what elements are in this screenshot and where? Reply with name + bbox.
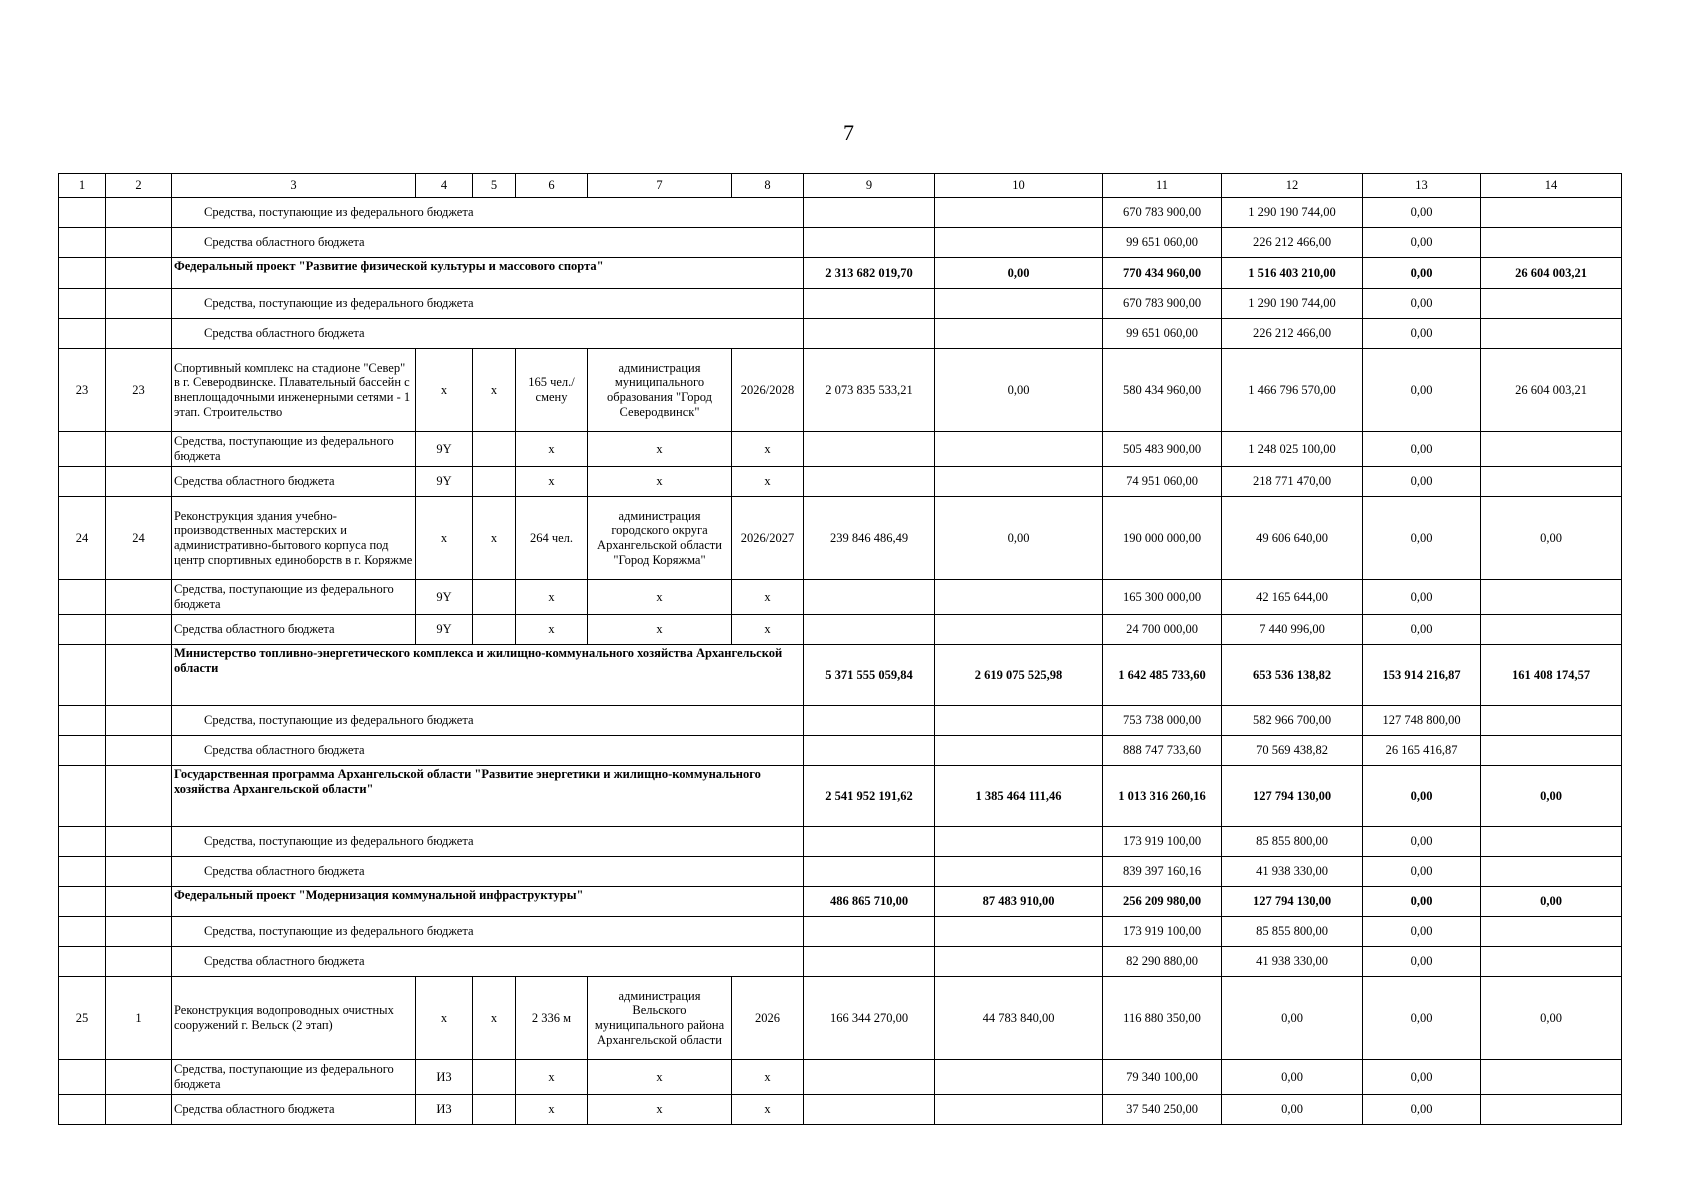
amount-cell: 0,00: [1363, 497, 1481, 580]
amount-cell: 670 783 900,00: [1103, 289, 1222, 319]
amount-cell: 0,00: [1363, 1060, 1481, 1095]
amount-cell: 1 248 025 100,00: [1222, 432, 1363, 467]
table-cell: х: [732, 432, 804, 467]
funding-source-row: [59, 319, 1622, 349]
amount-cell: 256 209 980,00: [1103, 887, 1222, 917]
amount-cell: 888 747 733,60: [1103, 736, 1222, 766]
amount-cell: 2 541 952 191,62: [804, 766, 935, 827]
funding-source-row: [59, 289, 1622, 319]
funding-source-label: Средства, поступающие из федерального бюджета: [172, 1060, 416, 1095]
amount-cell: 0,00: [1363, 467, 1481, 497]
amount-cell: 0,00: [1481, 977, 1622, 1060]
amount-cell: 0,00: [1363, 258, 1481, 289]
table-cell: х: [516, 580, 588, 615]
table-cell: х: [732, 1095, 804, 1125]
period-cell: 2026: [732, 977, 804, 1060]
section-title: Федеральный проект "Модернизация коммунальной инфраструктуры": [172, 887, 804, 917]
object-name: Реконструкция здания учебно-производственных мастерских и административно-бытового корпуса под центр спортивных единоборств в г. Коряжме: [172, 497, 416, 580]
column-number: 1: [59, 174, 106, 198]
funding-source-row: [59, 736, 1622, 766]
funding-source-row: [59, 198, 1622, 228]
amount-cell: 0,00: [1363, 947, 1481, 977]
column-number: 7: [588, 174, 732, 198]
amount-cell: 0,00: [935, 258, 1103, 289]
amount-cell: 0,00: [1363, 766, 1481, 827]
amount-cell: 85 855 800,00: [1222, 827, 1363, 857]
amount-cell: 44 783 840,00: [935, 977, 1103, 1060]
amount-cell: 0,00: [1481, 497, 1622, 580]
section-header-row: [59, 766, 1622, 827]
table-cell: х: [473, 977, 516, 1060]
column-number: 3: [172, 174, 416, 198]
amount-cell: 0,00: [1363, 1095, 1481, 1125]
amount-cell: 1 290 190 744,00: [1222, 289, 1363, 319]
amount-cell: 580 434 960,00: [1103, 349, 1222, 432]
customer-cell: администрация Вельского муниципального района Архангельской области: [588, 977, 732, 1060]
amount-cell: 70 569 438,82: [1222, 736, 1363, 766]
object-funding-row: [59, 1060, 1622, 1095]
amount-cell: 0,00: [1363, 977, 1481, 1060]
row-number: 23: [106, 349, 172, 432]
table-cell: х: [516, 615, 588, 645]
amount-cell: 0,00: [1363, 917, 1481, 947]
amount-cell: 79 340 100,00: [1103, 1060, 1222, 1095]
object-funding-row: [59, 615, 1622, 645]
amount-cell: 486 865 710,00: [804, 887, 935, 917]
amount-cell: 582 966 700,00: [1222, 706, 1363, 736]
amount-cell: 0,00: [1363, 228, 1481, 258]
amount-cell: 173 919 100,00: [1103, 827, 1222, 857]
table-cell: х: [416, 977, 473, 1060]
amount-cell: 0,00: [1363, 827, 1481, 857]
table-cell: х: [732, 615, 804, 645]
row-number: 24: [106, 497, 172, 580]
amount-cell: 1 290 190 744,00: [1222, 198, 1363, 228]
funding-source-row: [59, 706, 1622, 736]
table-cell: х: [588, 1060, 732, 1095]
amount-cell: 7 440 996,00: [1222, 615, 1363, 645]
amount-cell: 226 212 466,00: [1222, 319, 1363, 349]
row-number: 25: [59, 977, 106, 1060]
table-cell: 9Y: [416, 432, 473, 467]
amount-cell: 87 483 910,00: [935, 887, 1103, 917]
amount-cell: 26 604 003,21: [1481, 258, 1622, 289]
section-header-row: [59, 258, 1622, 289]
object-funding-row: [59, 432, 1622, 467]
amount-cell: 770 434 960,00: [1103, 258, 1222, 289]
column-number: 14: [1481, 174, 1622, 198]
page-number: 7: [843, 120, 854, 145]
section-title: Федеральный проект "Развитие физической культуры и массового спорта": [172, 258, 804, 289]
amount-cell: 161 408 174,57: [1481, 645, 1622, 706]
column-number-row: [59, 174, 1622, 198]
table-cell: х: [416, 349, 473, 432]
amount-cell: 99 651 060,00: [1103, 319, 1222, 349]
column-number: 5: [473, 174, 516, 198]
row-number: 24: [59, 497, 106, 580]
amount-cell: 218 771 470,00: [1222, 467, 1363, 497]
object-name: Реконструкция водопроводных очистных сооружений г. Вельск (2 этап): [172, 977, 416, 1060]
column-number: 10: [935, 174, 1103, 198]
table-cell: х: [588, 1095, 732, 1125]
amount-cell: 37 540 250,00: [1103, 1095, 1222, 1125]
amount-cell: 0,00: [1481, 766, 1622, 827]
amount-cell: 0,00: [1222, 1060, 1363, 1095]
column-number: 4: [416, 174, 473, 198]
amount-cell: 41 938 330,00: [1222, 947, 1363, 977]
amount-cell: 239 846 486,49: [804, 497, 935, 580]
amount-cell: 0,00: [1363, 887, 1481, 917]
amount-cell: 5 371 555 059,84: [804, 645, 935, 706]
table-cell: х: [516, 1060, 588, 1095]
period-cell: 2026/2028: [732, 349, 804, 432]
amount-cell: 74 951 060,00: [1103, 467, 1222, 497]
table-cell: х: [516, 467, 588, 497]
table-cell: х: [732, 580, 804, 615]
capacity-cell: 2 336 м: [516, 977, 588, 1060]
customer-cell: администрация городского округа Архангельской области "Город Коряжма": [588, 497, 732, 580]
section-header-row: [59, 645, 1622, 706]
object-row: [59, 977, 1622, 1060]
row-number: 23: [59, 349, 106, 432]
column-number: 12: [1222, 174, 1363, 198]
funding-source-label: Средства областного бюджета: [172, 319, 804, 349]
amount-cell: 505 483 900,00: [1103, 432, 1222, 467]
amount-cell: 0,00: [935, 497, 1103, 580]
amount-cell: 0,00: [1363, 198, 1481, 228]
amount-cell: 85 855 800,00: [1222, 917, 1363, 947]
funding-source-label: Средства, поступающие из федерального бюджета: [172, 580, 416, 615]
amount-cell: 0,00: [1363, 857, 1481, 887]
table-cell: х: [588, 580, 732, 615]
capacity-cell: 264 чел.: [516, 497, 588, 580]
table-cell: х: [516, 1095, 588, 1125]
customer-cell: администрация муниципального образования "Город Северодвинск": [588, 349, 732, 432]
amount-cell: 226 212 466,00: [1222, 228, 1363, 258]
amount-cell: 0,00: [935, 349, 1103, 432]
table-cell: х: [588, 432, 732, 467]
object-funding-row: [59, 467, 1622, 497]
funding-source-row: [59, 917, 1622, 947]
table-cell: 9Y: [416, 467, 473, 497]
object-name: Спортивный комплекс на стадионе "Север" в г. Северодвинске. Плавательный бассейн с внеплощадочными инженерными сетями - 1 этап. Строительство: [172, 349, 416, 432]
amount-cell: 2 619 075 525,98: [935, 645, 1103, 706]
section-title: Министерство топливно-энергетического комплекса и жилищно-коммунального хозяйства Архангельской области: [172, 645, 804, 706]
table-cell: х: [732, 467, 804, 497]
amount-cell: 116 880 350,00: [1103, 977, 1222, 1060]
table-cell: х: [516, 432, 588, 467]
funding-source-row: [59, 947, 1622, 977]
section-header-row: [59, 887, 1622, 917]
funding-source-label: Средства, поступающие из федерального бюджета: [172, 827, 804, 857]
column-number: 6: [516, 174, 588, 198]
table-cell: х: [588, 615, 732, 645]
amount-cell: 49 606 640,00: [1222, 497, 1363, 580]
amount-cell: 173 919 100,00: [1103, 917, 1222, 947]
amount-cell: 41 938 330,00: [1222, 857, 1363, 887]
amount-cell: 24 700 000,00: [1103, 615, 1222, 645]
amount-cell: 166 344 270,00: [804, 977, 935, 1060]
column-number: 8: [732, 174, 804, 198]
funding-source-label: Средства областного бюджета: [172, 467, 416, 497]
budget-table: [58, 173, 1622, 1125]
amount-cell: 153 914 216,87: [1363, 645, 1481, 706]
table-cell: х: [732, 1060, 804, 1095]
amount-cell: 753 738 000,00: [1103, 706, 1222, 736]
amount-cell: 1 516 403 210,00: [1222, 258, 1363, 289]
amount-cell: 0,00: [1363, 289, 1481, 319]
object-funding-row: [59, 1095, 1622, 1125]
amount-cell: 0,00: [1481, 887, 1622, 917]
capacity-cell: 165 чел./смену: [516, 349, 588, 432]
amount-cell: 839 397 160,16: [1103, 857, 1222, 887]
amount-cell: 2 073 835 533,21: [804, 349, 935, 432]
row-number: 1: [106, 977, 172, 1060]
amount-cell: 82 290 880,00: [1103, 947, 1222, 977]
column-number: 11: [1103, 174, 1222, 198]
funding-source-label: Средства областного бюджета: [172, 615, 416, 645]
amount-cell: 127 794 130,00: [1222, 887, 1363, 917]
amount-cell: 0,00: [1222, 1095, 1363, 1125]
funding-source-label: Средства областного бюджета: [172, 1095, 416, 1125]
column-number: 2: [106, 174, 172, 198]
amount-cell: 653 536 138,82: [1222, 645, 1363, 706]
amount-cell: 127 748 800,00: [1363, 706, 1481, 736]
amount-cell: 127 794 130,00: [1222, 766, 1363, 827]
funding-source-label: Средства, поступающие из федерального бюджета: [172, 706, 804, 736]
amount-cell: 0,00: [1363, 615, 1481, 645]
table-cell: х: [473, 497, 516, 580]
object-funding-row: [59, 580, 1622, 615]
table-cell: х: [588, 467, 732, 497]
amount-cell: 99 651 060,00: [1103, 228, 1222, 258]
table-cell: И3: [416, 1095, 473, 1125]
table-cell: И3: [416, 1060, 473, 1095]
amount-cell: 1 385 464 111,46: [935, 766, 1103, 827]
amount-cell: 1 013 316 260,16: [1103, 766, 1222, 827]
funding-source-label: Средства, поступающие из федерального бюджета: [172, 432, 416, 467]
amount-cell: 0,00: [1363, 319, 1481, 349]
amount-cell: 26 165 416,87: [1363, 736, 1481, 766]
funding-source-label: Средства областного бюджета: [172, 228, 804, 258]
amount-cell: 0,00: [1363, 349, 1481, 432]
column-number: 9: [804, 174, 935, 198]
amount-cell: 42 165 644,00: [1222, 580, 1363, 615]
amount-cell: 0,00: [1363, 432, 1481, 467]
amount-cell: 26 604 003,21: [1481, 349, 1622, 432]
table-cell: х: [473, 349, 516, 432]
amount-cell: 1 466 796 570,00: [1222, 349, 1363, 432]
funding-source-label: Средства областного бюджета: [172, 947, 804, 977]
amount-cell: 165 300 000,00: [1103, 580, 1222, 615]
amount-cell: 190 000 000,00: [1103, 497, 1222, 580]
amount-cell: 0,00: [1222, 977, 1363, 1060]
funding-source-label: Средства, поступающие из федерального бюджета: [172, 917, 804, 947]
funding-source-row: [59, 857, 1622, 887]
amount-cell: 670 783 900,00: [1103, 198, 1222, 228]
column-number: 13: [1363, 174, 1481, 198]
object-row: [59, 349, 1622, 432]
amount-cell: 2 313 682 019,70: [804, 258, 935, 289]
funding-source-label: Средства областного бюджета: [172, 857, 804, 887]
table-cell: 9Y: [416, 580, 473, 615]
funding-source-label: Средства областного бюджета: [172, 736, 804, 766]
funding-source-row: [59, 827, 1622, 857]
funding-source-label: Средства, поступающие из федерального бюджета: [172, 289, 804, 319]
amount-cell: 0,00: [1363, 580, 1481, 615]
amount-cell: 1 642 485 733,60: [1103, 645, 1222, 706]
table-cell: 9Y: [416, 615, 473, 645]
funding-source-label: Средства, поступающие из федерального бюджета: [172, 198, 804, 228]
section-title: Государственная программа Архангельской области "Развитие энергетики и жилищно-коммунального хозяйства Архангельской области": [172, 766, 804, 827]
table-cell: х: [416, 497, 473, 580]
funding-source-row: [59, 228, 1622, 258]
object-row: [59, 497, 1622, 580]
period-cell: 2026/2027: [732, 497, 804, 580]
